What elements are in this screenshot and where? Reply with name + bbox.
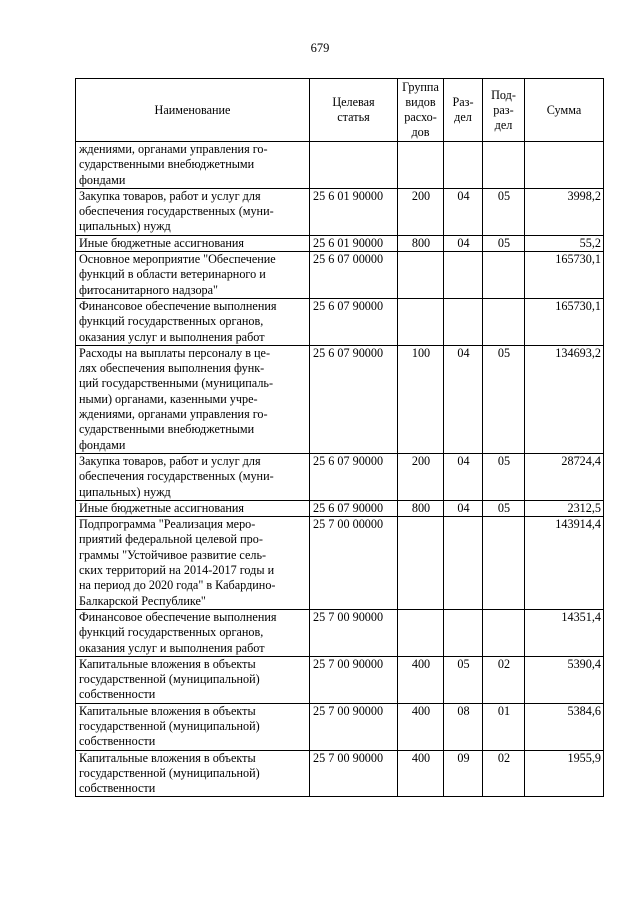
cell-expense-group [398,298,444,345]
cell-sum: 5390,4 [525,656,604,703]
cell-name: Иные бюджетные ассигнования [76,235,310,251]
table-row [76,750,604,797]
cell-section: 04 [444,235,483,251]
cell-subsection: 05 [483,235,525,251]
cell-sum: 165730,1 [525,252,604,299]
table-row [76,517,604,610]
cell-name: Капитальные вложения в объекты государственной (муниципальной) собственности [76,703,310,750]
cell-expense-group: 400 [398,656,444,703]
cell-section [444,252,483,299]
table-row [76,188,604,235]
cell-target-code: 25 7 00 90000 [310,750,398,797]
table-row [76,656,604,703]
cell-sum: 28724,4 [525,453,604,500]
cell-section [444,298,483,345]
cell-expense-group [398,252,444,299]
cell-name: Капитальные вложения в объекты государственной (муниципальной) собственности [76,656,310,703]
cell-name: Финансовое обеспечение выполнения функций государственных органов, оказания услуг и выполнения работ [76,298,310,345]
cell-target-code: 25 6 01 90000 [310,235,398,251]
cell-subsection: 05 [483,500,525,516]
cell-name: Основное мероприятие "Обеспечение функций в области ветеринарного и фитосанитарного надзора" [76,252,310,299]
header-sum: Сумма [525,79,604,142]
cell-section: 09 [444,750,483,797]
cell-expense-group: 400 [398,703,444,750]
cell-name: Расходы на выплаты персоналу в це- лях обеспечения выполнения функ- ций государственными (муниципаль- ными) органами, казенными учре- ждениями, органами управления го- сударственными внебюджетными фондами [76,345,310,453]
cell-target-code [310,142,398,189]
cell-target-code: 25 6 07 90000 [310,500,398,516]
cell-target-code: 25 7 00 90000 [310,656,398,703]
cell-section: 04 [444,345,483,453]
page-number: 679 [310,41,330,55]
cell-subsection [483,298,525,345]
table-row [76,298,604,345]
table-header-row [76,79,604,142]
cell-expense-group: 800 [398,500,444,516]
cell-expense-group [398,609,444,656]
cell-name: Капитальные вложения в объекты государственной (муниципальной) собственности [76,750,310,797]
header-group: Группа видов расхо- дов [398,79,444,142]
cell-name: Закупка товаров, работ и услуг для обеспечения государственных (муни- ципальных) нужд [76,453,310,500]
cell-expense-group [398,142,444,189]
cell-sum: 14351,4 [525,609,604,656]
cell-sum: 2312,5 [525,500,604,516]
cell-sum: 3998,2 [525,188,604,235]
cell-expense-group: 200 [398,188,444,235]
table-row [76,142,604,189]
header-code: Целевая статья [310,79,398,142]
table-body [76,142,604,797]
cell-expense-group [398,517,444,610]
cell-subsection: 01 [483,703,525,750]
cell-target-code: 25 6 01 90000 [310,188,398,235]
cell-section: 04 [444,188,483,235]
cell-section [444,142,483,189]
cell-expense-group: 200 [398,453,444,500]
cell-subsection [483,252,525,299]
cell-sum [525,142,604,189]
header-name: Наименование [76,79,310,142]
cell-sum: 1955,9 [525,750,604,797]
cell-subsection: 02 [483,750,525,797]
cell-sum: 5384,6 [525,703,604,750]
cell-section: 08 [444,703,483,750]
cell-target-code: 25 6 07 90000 [310,345,398,453]
cell-subsection: 02 [483,656,525,703]
cell-name: Финансовое обеспечение выполнения функций государственных органов, оказания услуг и выполнения работ [76,609,310,656]
cell-sum: 134693,2 [525,345,604,453]
table-row [76,609,604,656]
table-row [76,345,604,453]
cell-name: ждениями, органами управления го- сударственными внебюджетными фондами [76,142,310,189]
cell-target-code: 25 7 00 90000 [310,703,398,750]
cell-target-code: 25 6 07 00000 [310,252,398,299]
cell-section: 04 [444,500,483,516]
cell-section [444,609,483,656]
cell-subsection [483,142,525,189]
table-row [76,703,604,750]
header-subsection: Под- раз- дел [483,79,525,142]
cell-subsection: 05 [483,345,525,453]
cell-expense-group: 100 [398,345,444,453]
cell-subsection [483,609,525,656]
budget-table [75,78,604,797]
cell-sum: 55,2 [525,235,604,251]
header-section: Раз- дел [444,79,483,142]
cell-target-code: 25 7 00 90000 [310,609,398,656]
cell-target-code: 25 6 07 90000 [310,298,398,345]
cell-section: 04 [444,453,483,500]
cell-subsection: 05 [483,453,525,500]
cell-name: Иные бюджетные ассигнования [76,500,310,516]
cell-name: Закупка товаров, работ и услуг для обеспечения государственных (муни- ципальных) нужд [76,188,310,235]
cell-section: 05 [444,656,483,703]
cell-sum: 165730,1 [525,298,604,345]
cell-expense-group: 800 [398,235,444,251]
cell-target-code: 25 7 00 00000 [310,517,398,610]
cell-subsection [483,517,525,610]
cell-expense-group: 400 [398,750,444,797]
table-row [76,500,604,516]
cell-section [444,517,483,610]
cell-target-code: 25 6 07 90000 [310,453,398,500]
table-row [76,235,604,251]
cell-name: Подпрограмма "Реализация меро- приятий федеральной целевой про- граммы "Устойчивое развитие сель- ских территорий на 2014-2017 годы и на период до 2020 года" в Кабардино- Балкарской Республике" [76,517,310,610]
table-row [76,453,604,500]
cell-sum: 143914,4 [525,517,604,610]
table-row [76,252,604,299]
cell-subsection: 05 [483,188,525,235]
